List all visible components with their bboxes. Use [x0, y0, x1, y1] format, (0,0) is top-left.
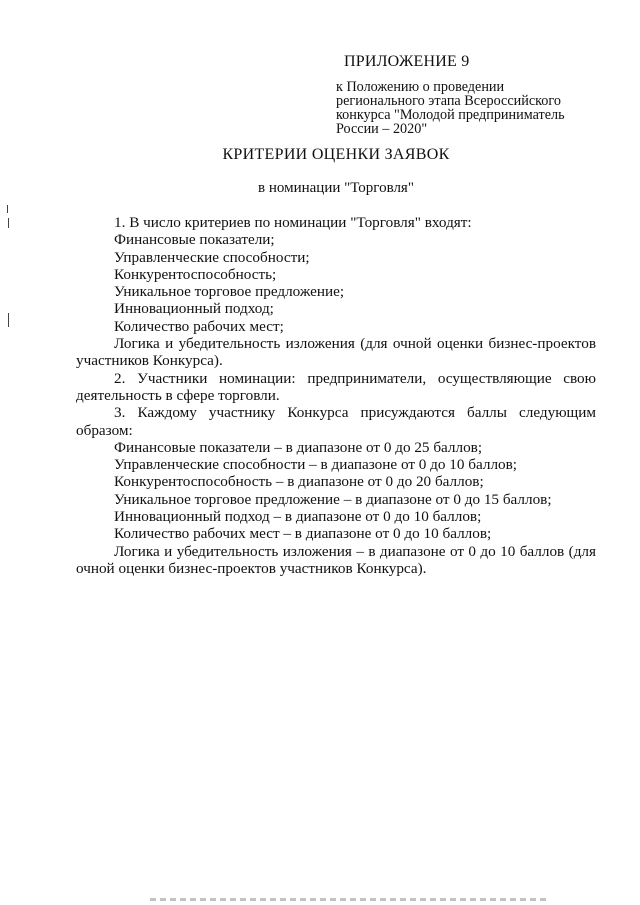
criteria-item-last: Логика и убедительность изложения (для очной оценки бизнес-проектов участников Конкурса).: [76, 335, 596, 370]
scan-mark: [8, 313, 9, 327]
section-1-intro: 1. В число критериев по номинации "Торговля" входят:: [114, 214, 472, 231]
score-item-last: Логика и убедительность изложения – в диапазоне от 0 до 10 баллов (для очной оценки бизнес-проектов участников Конкурса).: [76, 542, 596, 577]
annex-title: ПРИЛОЖЕНИЕ 9: [344, 53, 470, 70]
section-2-text: 2. Участники номинации: предприниматели, осуществляющие свою деятельность в сфере торговли.: [76, 369, 596, 404]
document-body: [76, 214, 596, 577]
annex-reference: [336, 80, 616, 136]
document-subtitle: в номинации "Торговля": [258, 180, 414, 196]
section-3-intro: 3. Каждому участнику Конкурса присуждаются баллы следующим образом:: [76, 404, 596, 439]
criteria-item: Управленческие способности;: [114, 248, 310, 266]
score-item: Количество рабочих мест – в диапазоне от 0 до 10 баллов;: [114, 525, 492, 543]
scan-mark: [8, 218, 9, 228]
scan-mark: [7, 205, 8, 213]
annex-reference-line: России – 2020": [336, 121, 428, 137]
criteria-item: Уникальное торговое предложение;: [114, 283, 345, 301]
document-title: КРИТЕРИИ ОЦЕНКИ ЗАЯВОК: [222, 146, 450, 163]
annex-reference-line: регионального этапа Всероссийского: [336, 93, 561, 109]
score-item: Конкурентоспособность – в диапазоне от 0 до 20 баллов;: [114, 473, 484, 491]
criteria-item: Конкурентоспособность;: [114, 265, 277, 283]
annex-reference-line: к Положению о проведении: [336, 79, 505, 95]
scan-footer-artifact: [150, 898, 550, 901]
criteria-item: Количество рабочих мест;: [114, 317, 284, 335]
criteria-item: Финансовые показатели;: [114, 231, 275, 249]
score-item: Управленческие способности – в диапазоне от 0 до 10 баллов;: [114, 456, 518, 474]
criteria-item: Инновационный подход;: [114, 300, 274, 318]
annex-reference-line: конкурса "Молодой предприниматель: [336, 107, 565, 123]
score-item: Инновационный подход – в диапазоне от 0 до 10 баллов;: [114, 508, 482, 526]
score-item: Уникальное торговое предложение – в диапазоне от 0 до 15 баллов;: [114, 490, 552, 508]
score-item: Финансовые показатели – в диапазоне от 0 до 25 баллов;: [114, 438, 483, 456]
